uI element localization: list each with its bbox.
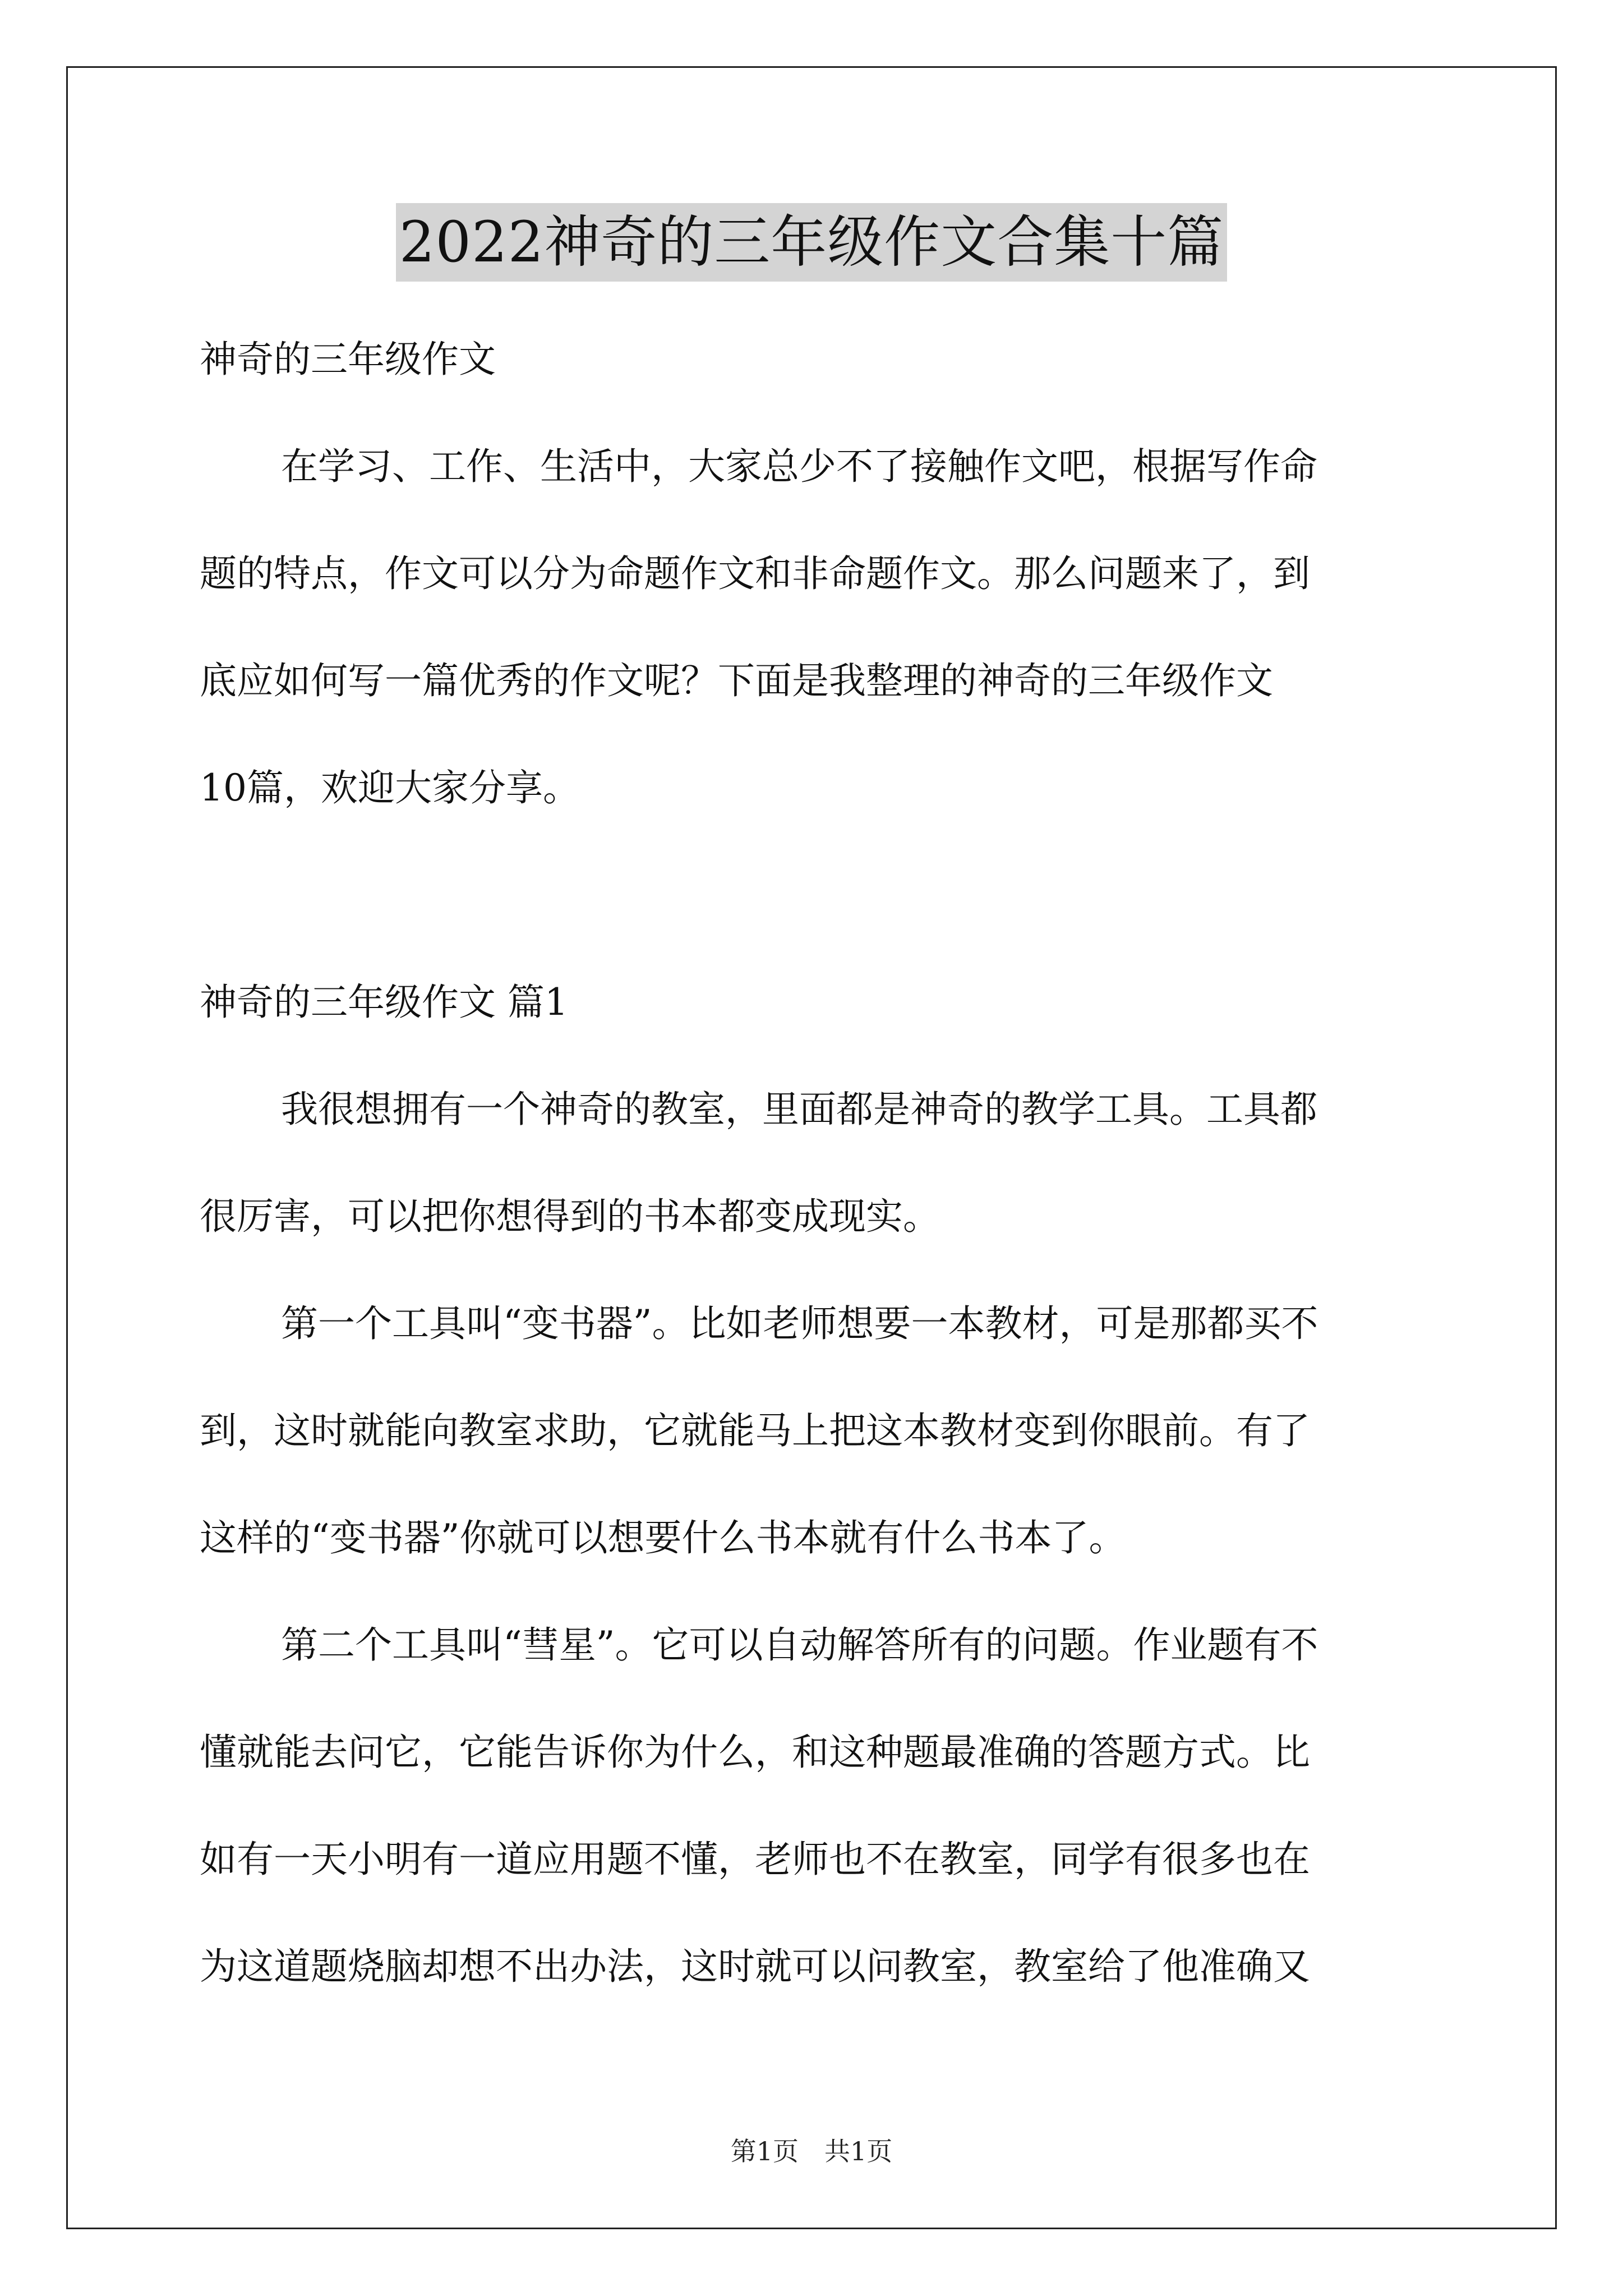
text-line: 这样的“变书器”你就可以想要什么书本就有什么书本了。 bbox=[200, 1516, 1126, 1559]
text-line: 到，这时就能向教室求助，它就能马上把这本教材变到你眼前。有了 bbox=[200, 1409, 1310, 1452]
text-line: 如有一天小明有一道应用题不懂，老师也不在教室，同学有很多也在 bbox=[200, 1838, 1310, 1881]
title-container bbox=[0, 203, 1623, 282]
text-line: 很厉害，可以把你想得到的书本都变成现实。 bbox=[200, 1195, 940, 1238]
paragraph-gap bbox=[200, 841, 1423, 949]
text-line: 懂就能去问它，它能告诉你为什么，和这种题最准确的答题方式。比 bbox=[200, 1731, 1310, 1774]
text-line: 神奇的三年级作文 篇1 bbox=[200, 981, 568, 1024]
document-title: 2022神奇的三年级作文合集十篇 bbox=[396, 203, 1228, 282]
text-line: 我很想拥有一个神奇的教室，里面都是神奇的教学工具。工具都 bbox=[281, 1088, 1317, 1131]
text-line: 题的特点，作文可以分为命题作文和非命题作文。那么问题来了，到 bbox=[200, 552, 1310, 595]
text-line: 在学习、工作、生活中，大家总少不了接触作文吧，根据写作命 bbox=[281, 445, 1317, 488]
page-footer: 第1页 共1页 bbox=[730, 2136, 893, 2166]
text-line: 底应如何写一篇优秀的作文呢？下面是我整理的神奇的三年级作文 bbox=[200, 659, 1273, 702]
text-line: 10篇，欢迎大家分享。 bbox=[200, 766, 580, 809]
text-line: 为这道题烧脑却想不出办法，这时就可以问教室，教室给了他准确又 bbox=[200, 1945, 1310, 1988]
text-line: 第二个工具叫“彗星”。它可以自动解答所有的问题。作业题有不 bbox=[281, 1623, 1318, 1667]
text-line: 神奇的三年级作文 bbox=[200, 338, 496, 381]
text-line: 第一个工具叫“变书器”。比如老师想要一本教材，可是那都买不 bbox=[281, 1302, 1318, 1345]
document-body bbox=[200, 306, 1423, 2020]
